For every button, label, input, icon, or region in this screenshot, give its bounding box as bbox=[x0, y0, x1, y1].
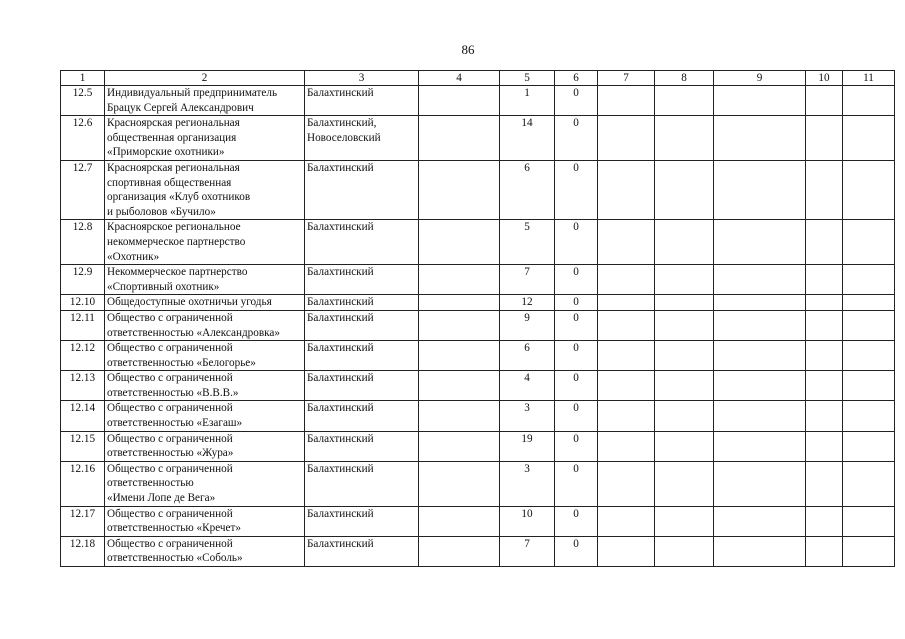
organization-name: Некоммерческое партнерство «Спортивный охотник» bbox=[105, 265, 305, 295]
cell-col-6: 0 bbox=[555, 506, 598, 536]
column-header-9: 9 bbox=[714, 71, 806, 86]
district: Балахтинский bbox=[305, 431, 419, 461]
cell-col-5: 1 bbox=[500, 86, 555, 116]
cell-col-10 bbox=[806, 341, 843, 371]
row-number: 12.13 bbox=[61, 371, 105, 401]
cell-col-9 bbox=[714, 461, 806, 506]
district: Балахтинский bbox=[305, 220, 419, 265]
organization-name: Общество с ограниченной ответственностью «В.В.В.» bbox=[105, 371, 305, 401]
table-row bbox=[61, 310, 895, 340]
district: Балахтинский bbox=[305, 310, 419, 340]
hunting-grounds-table bbox=[60, 70, 895, 567]
cell-col-8 bbox=[655, 506, 714, 536]
row-number: 12.10 bbox=[61, 295, 105, 311]
cell-col-9 bbox=[714, 116, 806, 161]
column-header-11: 11 bbox=[843, 71, 895, 86]
cell-col-4 bbox=[419, 116, 500, 161]
cell-col-11 bbox=[843, 86, 895, 116]
cell-col-7 bbox=[598, 220, 655, 265]
organization-name: Общество с ограниченной ответственностью «Жура» bbox=[105, 431, 305, 461]
cell-col-8 bbox=[655, 220, 714, 265]
cell-col-6: 0 bbox=[555, 116, 598, 161]
cell-col-6: 0 bbox=[555, 341, 598, 371]
cell-col-4 bbox=[419, 86, 500, 116]
column-header-8: 8 bbox=[655, 71, 714, 86]
district: Балахтинский bbox=[305, 160, 419, 219]
cell-col-6: 0 bbox=[555, 401, 598, 431]
header-row bbox=[61, 71, 895, 86]
cell-col-8 bbox=[655, 461, 714, 506]
column-header-4: 4 bbox=[419, 71, 500, 86]
cell-col-6: 0 bbox=[555, 431, 598, 461]
row-number: 12.18 bbox=[61, 536, 105, 566]
cell-col-8 bbox=[655, 265, 714, 295]
table-row bbox=[61, 431, 895, 461]
table-row bbox=[61, 86, 895, 116]
cell-col-4 bbox=[419, 295, 500, 311]
cell-col-5: 7 bbox=[500, 265, 555, 295]
cell-col-11 bbox=[843, 116, 895, 161]
cell-col-10 bbox=[806, 506, 843, 536]
cell-col-10 bbox=[806, 220, 843, 265]
row-number: 12.11 bbox=[61, 310, 105, 340]
cell-col-7 bbox=[598, 461, 655, 506]
cell-col-8 bbox=[655, 401, 714, 431]
column-header-2: 2 bbox=[105, 71, 305, 86]
cell-col-9 bbox=[714, 506, 806, 536]
organization-name: Красноярское региональное некоммерческое партнерство «Охотник» bbox=[105, 220, 305, 265]
table-row bbox=[61, 295, 895, 311]
cell-col-4 bbox=[419, 265, 500, 295]
organization-name: Общество с ограниченной ответственностью «Белогорье» bbox=[105, 341, 305, 371]
district: Балахтинский bbox=[305, 265, 419, 295]
cell-col-7 bbox=[598, 401, 655, 431]
cell-col-10 bbox=[806, 401, 843, 431]
organization-name: Общество с ограниченной ответственностью «Езагаш» bbox=[105, 401, 305, 431]
cell-col-6: 0 bbox=[555, 220, 598, 265]
cell-col-7 bbox=[598, 295, 655, 311]
cell-col-8 bbox=[655, 310, 714, 340]
column-header-10: 10 bbox=[806, 71, 843, 86]
cell-col-9 bbox=[714, 160, 806, 219]
cell-col-4 bbox=[419, 341, 500, 371]
cell-col-11 bbox=[843, 401, 895, 431]
organization-name: Общество с ограниченной ответственностью «Кречет» bbox=[105, 506, 305, 536]
row-number: 12.7 bbox=[61, 160, 105, 219]
cell-col-6: 0 bbox=[555, 86, 598, 116]
cell-col-8 bbox=[655, 371, 714, 401]
column-header-7: 7 bbox=[598, 71, 655, 86]
cell-col-4 bbox=[419, 506, 500, 536]
column-header-1: 1 bbox=[61, 71, 105, 86]
cell-col-11 bbox=[843, 341, 895, 371]
cell-col-4 bbox=[419, 160, 500, 219]
cell-col-4 bbox=[419, 461, 500, 506]
cell-col-5: 9 bbox=[500, 310, 555, 340]
cell-col-7 bbox=[598, 341, 655, 371]
cell-col-11 bbox=[843, 310, 895, 340]
cell-col-4 bbox=[419, 536, 500, 566]
organization-name: Общедоступные охотничьи угодья bbox=[105, 295, 305, 311]
column-header-5: 5 bbox=[500, 71, 555, 86]
cell-col-9 bbox=[714, 220, 806, 265]
district: Балахтинский bbox=[305, 506, 419, 536]
cell-col-5: 7 bbox=[500, 536, 555, 566]
page-number: 86 bbox=[461, 42, 475, 57]
cell-col-6: 0 bbox=[555, 461, 598, 506]
row-number: 12.9 bbox=[61, 265, 105, 295]
cell-col-7 bbox=[598, 160, 655, 219]
cell-col-9 bbox=[714, 431, 806, 461]
cell-col-5: 3 bbox=[500, 401, 555, 431]
cell-col-8 bbox=[655, 536, 714, 566]
row-number: 12.16 bbox=[61, 461, 105, 506]
cell-col-8 bbox=[655, 86, 714, 116]
cell-col-4 bbox=[419, 371, 500, 401]
table-row bbox=[61, 401, 895, 431]
cell-col-6: 0 bbox=[555, 310, 598, 340]
cell-col-4 bbox=[419, 220, 500, 265]
cell-col-9 bbox=[714, 341, 806, 371]
cell-col-10 bbox=[806, 536, 843, 566]
cell-col-6: 0 bbox=[555, 265, 598, 295]
cell-col-5: 5 bbox=[500, 220, 555, 265]
cell-col-7 bbox=[598, 536, 655, 566]
cell-col-10 bbox=[806, 431, 843, 461]
cell-col-9 bbox=[714, 295, 806, 311]
row-number: 12.5 bbox=[61, 86, 105, 116]
cell-col-5: 4 bbox=[500, 371, 555, 401]
organization-name: Индивидуальный предприниматель Брацук Сергей Александрович bbox=[105, 86, 305, 116]
district: Балахтинский bbox=[305, 86, 419, 116]
cell-col-8 bbox=[655, 116, 714, 161]
cell-col-4 bbox=[419, 431, 500, 461]
cell-col-5: 14 bbox=[500, 116, 555, 161]
organization-name: Общество с ограниченной ответственностью «Александровка» bbox=[105, 310, 305, 340]
cell-col-11 bbox=[843, 220, 895, 265]
cell-col-6: 0 bbox=[555, 160, 598, 219]
district: Балахтинский bbox=[305, 371, 419, 401]
cell-col-7 bbox=[598, 86, 655, 116]
district: Балахтинский bbox=[305, 461, 419, 506]
column-header-3: 3 bbox=[305, 71, 419, 86]
table-row bbox=[61, 536, 895, 566]
table-row bbox=[61, 506, 895, 536]
row-number: 12.12 bbox=[61, 341, 105, 371]
cell-col-6: 0 bbox=[555, 371, 598, 401]
cell-col-4 bbox=[419, 401, 500, 431]
table-row bbox=[61, 341, 895, 371]
cell-col-6: 0 bbox=[555, 536, 598, 566]
cell-col-10 bbox=[806, 86, 843, 116]
cell-col-7 bbox=[598, 371, 655, 401]
table-row bbox=[61, 220, 895, 265]
cell-col-11 bbox=[843, 295, 895, 311]
cell-col-11 bbox=[843, 431, 895, 461]
cell-col-7 bbox=[598, 310, 655, 340]
cell-col-8 bbox=[655, 295, 714, 311]
row-number: 12.14 bbox=[61, 401, 105, 431]
cell-col-11 bbox=[843, 536, 895, 566]
row-number: 12.8 bbox=[61, 220, 105, 265]
cell-col-11 bbox=[843, 371, 895, 401]
cell-col-5: 6 bbox=[500, 160, 555, 219]
cell-col-9 bbox=[714, 401, 806, 431]
cell-col-8 bbox=[655, 341, 714, 371]
cell-col-11 bbox=[843, 265, 895, 295]
cell-col-10 bbox=[806, 116, 843, 161]
cell-col-7 bbox=[598, 116, 655, 161]
table-row bbox=[61, 371, 895, 401]
column-header-6: 6 bbox=[555, 71, 598, 86]
organization-name: Красноярская региональная общественная организация «Приморские охотники» bbox=[105, 116, 305, 161]
cell-col-9 bbox=[714, 536, 806, 566]
organization-name: Общество с ограниченной ответственностью «Имени Лопе де Вега» bbox=[105, 461, 305, 506]
cell-col-10 bbox=[806, 160, 843, 219]
organization-name: Общество с ограниченной ответственностью «Соболь» bbox=[105, 536, 305, 566]
district: Балахтинский bbox=[305, 401, 419, 431]
cell-col-7 bbox=[598, 506, 655, 536]
table-row bbox=[61, 461, 895, 506]
table-row bbox=[61, 116, 895, 161]
cell-col-7 bbox=[598, 431, 655, 461]
table-body bbox=[61, 86, 895, 567]
cell-col-11 bbox=[843, 506, 895, 536]
cell-col-7 bbox=[598, 265, 655, 295]
cell-col-9 bbox=[714, 86, 806, 116]
organization-name: Красноярская региональная спортивная общественная организация «Клуб охотников и рыболовов «Бучило» bbox=[105, 160, 305, 219]
cell-col-10 bbox=[806, 461, 843, 506]
cell-col-11 bbox=[843, 461, 895, 506]
district: Балахтинский bbox=[305, 536, 419, 566]
cell-col-9 bbox=[714, 265, 806, 295]
cell-col-11 bbox=[843, 160, 895, 219]
cell-col-10 bbox=[806, 295, 843, 311]
cell-col-5: 3 bbox=[500, 461, 555, 506]
cell-col-9 bbox=[714, 310, 806, 340]
cell-col-4 bbox=[419, 310, 500, 340]
table-row bbox=[61, 160, 895, 219]
district: Балахтинский, Новоселовский bbox=[305, 116, 419, 161]
cell-col-5: 12 bbox=[500, 295, 555, 311]
table-row bbox=[61, 265, 895, 295]
district: Балахтинский bbox=[305, 295, 419, 311]
district: Балахтинский bbox=[305, 341, 419, 371]
cell-col-9 bbox=[714, 371, 806, 401]
cell-col-10 bbox=[806, 310, 843, 340]
cell-col-6: 0 bbox=[555, 295, 598, 311]
row-number: 12.6 bbox=[61, 116, 105, 161]
cell-col-10 bbox=[806, 265, 843, 295]
cell-col-8 bbox=[655, 160, 714, 219]
cell-col-10 bbox=[806, 371, 843, 401]
cell-col-5: 6 bbox=[500, 341, 555, 371]
row-number: 12.17 bbox=[61, 506, 105, 536]
cell-col-5: 10 bbox=[500, 506, 555, 536]
cell-col-5: 19 bbox=[500, 431, 555, 461]
row-number: 12.15 bbox=[61, 431, 105, 461]
cell-col-8 bbox=[655, 431, 714, 461]
